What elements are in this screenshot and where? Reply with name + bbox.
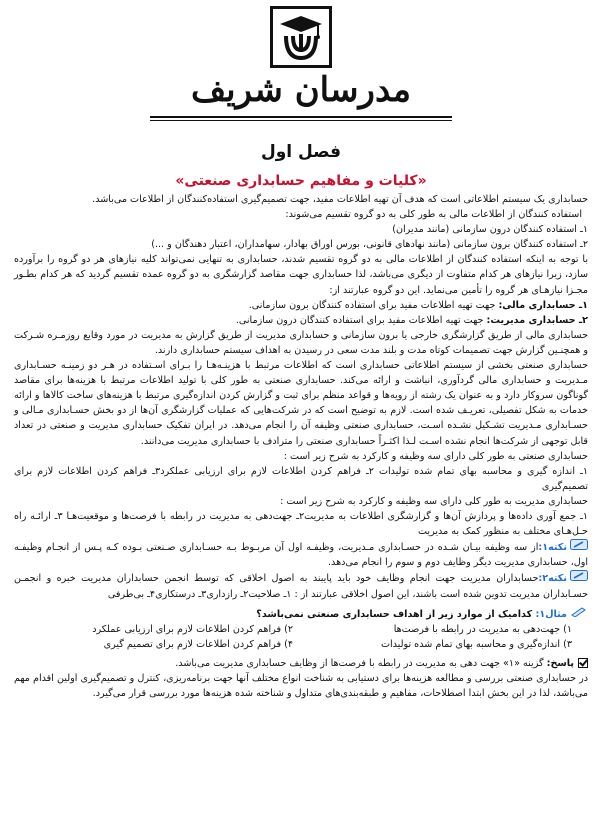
note-text: حسابداران مدیریت جهت انجام وظایف خود باید پایبند به اصول اخلاقی که توسط انجمن حسابداران مدیریت خبره و انجمـن حسـابداران مدیریت تدوین شده است باشند، این اصول اخلاقی عبارتند از : ۱ـ صلاحیت۲ـ رازداری۳ـ درستکاری۴ـ بی‌طرفی [14,573,588,600]
group-title: ۱ـ حسابداری مالی: [498,299,588,311]
logo [0,6,602,68]
answer-text: گزینه «۱» جهت دهی به مدیریت در رابطه با فرصت‌ها از وظایف حسابداری مدیریت می‌باشد. [175,657,547,669]
checkbox-icon [578,658,588,668]
paragraph: استفاده کنندگان از اطلاعات مالی به طور کلی به دو گروه تقسیم می‌شوند: [285,209,582,221]
option-item: ۳) اندازه‌گیری و محاسبه بهای تمام شده تولیدات [380,638,572,650]
option-item: ۲) فراهم کردن اطلاعات لازم برای ارزیابی عملکرد [92,623,293,635]
group-financial [14,298,588,313]
note-1 [14,539,588,570]
group-text: جهت تهیه اطلاعات مفید برای استفاده کنندگان برون سازمانی. [248,299,499,311]
paragraph: حسابداری یک سیستم اطلاعاتی است که هدف آن تهیه اطلاعات مفید، جهت تصمیم‌گیری استفاده‌کنندگان از اطلاعات می‌باشد. [92,194,588,205]
option-item: ۱) جهت‌دهی به مدیریت در رابطه با فرصت‌ها [393,623,572,635]
brand-name: مدرسان شریف [190,70,412,110]
note-pencil-icon [570,570,588,586]
note-text: از سه وظیفه بیـان شـده در حسـابداری مـدیریت، وظیفـه اول آن مربـوط بـه حسـابداری صـنعتی بـوده کـه پـس از انجـام وظیفـه اول، حسابداری مدیریت دیگر وظایف دوم و سوم را انجام می‌دهد. [14,542,588,569]
answer-tag: پاسخ: [546,657,574,669]
paragraph: ۱ـ استفاده کنندگان درون سازمانی (مانند مدیران) [392,224,588,236]
note-pencil-icon [570,539,588,555]
chapter-title: فصل اول [260,142,342,162]
paragraph: حسابداری مالی از طریق گزارشگری خارجی یا برون سازمانی و حسابداری مدیریت از طریق گزارش به مدیریت در مورد وقایع روزمـره شـرکت و همچنـین گزارش جهت تصمیمات کوتاه مدت و بلند مدت سعی در رسیدن به اهداف سیستم حسابداری دارند. [14,329,588,356]
group-management [14,313,588,328]
example-question-text: کدامیک از موارد زیر از اهداف حسابداری صنعتی نمی‌باشد؟ [256,608,536,620]
paragraph: حسابداری صنعتی به طور کلی دارای سه وظیفه و کارکرد به شرح زیر است : [283,450,588,462]
closing-paragraph: در حسابداری صنعتی بررسی و مطالعه هزینه‌ها برای دستیابی به شناخت انواع مختلف آنها جهت برنامه‌ریزی، کنترل و تصمیم‌گیری اولین اقدام مهم می‌باشد، لذا در این بخش ابتدا اصطلاحات، مفاهیم و طبقه‌بندی‌های متداول و شناخته شده هزینه‌ها مورد بررسی قرار می‌گیرد. [14,673,588,700]
paragraph: ۱ـ جمع آوری داده‌ها و پردازش آن‌ها و گزارشگری اطلاعات به مدیریت۲ـ جهت‌دهی به مدیریت در رابطه با فرصت‌ها و موقعیت‌هـا ۳ـ ارائـه راه حـل‌هـای مختلف به منظور کمک به مدیریت [14,510,588,538]
paragraph: با توجه به اینکه استفاده کنندگان از اطلاعات مالی به دو گروه تقسیم شدند، حسابداری به تنهایی نمی‌تواند کلیه نیازهای هر دو گروه را برآورده سازد، زیرا نیازهای هر کدام متفاوت از دیگری می‌باشد، لذا حسابداری جهت مقاصد گزارشگری به دو گروه عمده تقسیم گردید که هر کدام بطـور مجـزا نیازهـای هر گروه را تأمین می‌نماید. این دو گروه عبارتند از: [14,254,588,296]
group-text: جهت تهیه اطلاعات مفید برای استفاده کنندگان درون سازمانی. [235,314,487,326]
example-pencil-icon [570,606,588,622]
answer [14,656,588,671]
paragraph: ۲ـ استفاده کنندگان برون سازمانی (مانند نهادهای قانونی، بورس اوراق بهادار، سهامداران، اعتبار دهندگان و ...) [151,239,588,251]
paragraph: حسابداری مدیریت به طور کلی دارای سه وظیفه و کارکرد به شرح زیر است : [280,495,588,507]
chapter-subtitle: «کلیات و مفاهیم حسابداری صنعتی» [175,173,427,189]
header-rule [150,116,452,118]
group-title: ۲ـ حسابداری مدیریت: [486,314,588,326]
example-question [14,606,588,622]
header-rule-thin [150,120,452,121]
body-text [14,192,588,701]
note-tag: نکته۱: [538,542,567,554]
option-item: ۴) فراهم کردن اطلاعات لازم برای تصمیم گیری [103,638,293,650]
logo-emblem-icon [270,6,332,68]
paragraph: ۱ـ اندازه گیری و محاسبه بهای تمام شده تولیدات ۲ـ فراهم کردن اطلاعات لازم برای ارزیابی عملکرد۳ـ فراهم کردن اطلاعات لازم برای تصمیم‌گیری [14,465,588,492]
example-tag: مثال۱: [535,608,567,620]
example-options [14,622,588,652]
note-tag: نکته۲: [538,573,567,585]
paragraph: حسابداری صنعتی بخشی از سیستم اطلاعاتی حسابداری است که اطلاعات مرتبط با هزینـه‌هـا را بـرای اسـتفاده در هـر دو زمینـه حسـابداری مـدیریت و حسابداری مالی گردآوری، انباشت و ارائه می‌کند. حسابداری صنعتی به طور کلی با تولید اطلاعات مرتبط با هزینه‌ها برای مقاصد گوناگون سروکار دارد و به عنوان یک رشته از رویه‌ها و قواعد منظم برای ثبت و گزارش کردن اندازه‌گیری مرتبط با هزینه‌های ساخت کالاها و ارائه خدمات به شکل تفصیلی، تعریـف شده است. لازم به توضیح است که در شرکت‌هایی که عملیات گزارشگری آن‌ها از دو بخش حسـابداری مـالی و حسـابداری مـدیریت تشـکیل نشـده اسـت، حسابداری صنعتی وظیفه آن را انجام می‌دهد. در ایران تفکیک حسابداری مدیریت و صنعتی در تعداد قابل توجهی از شرکت‌ها انجام نشده اسـت لـذا اکثـراً حسابداری صنعتی را مترادف با حسابداری مدیریت می‌دانند. [14,360,588,447]
note-2 [14,570,588,601]
